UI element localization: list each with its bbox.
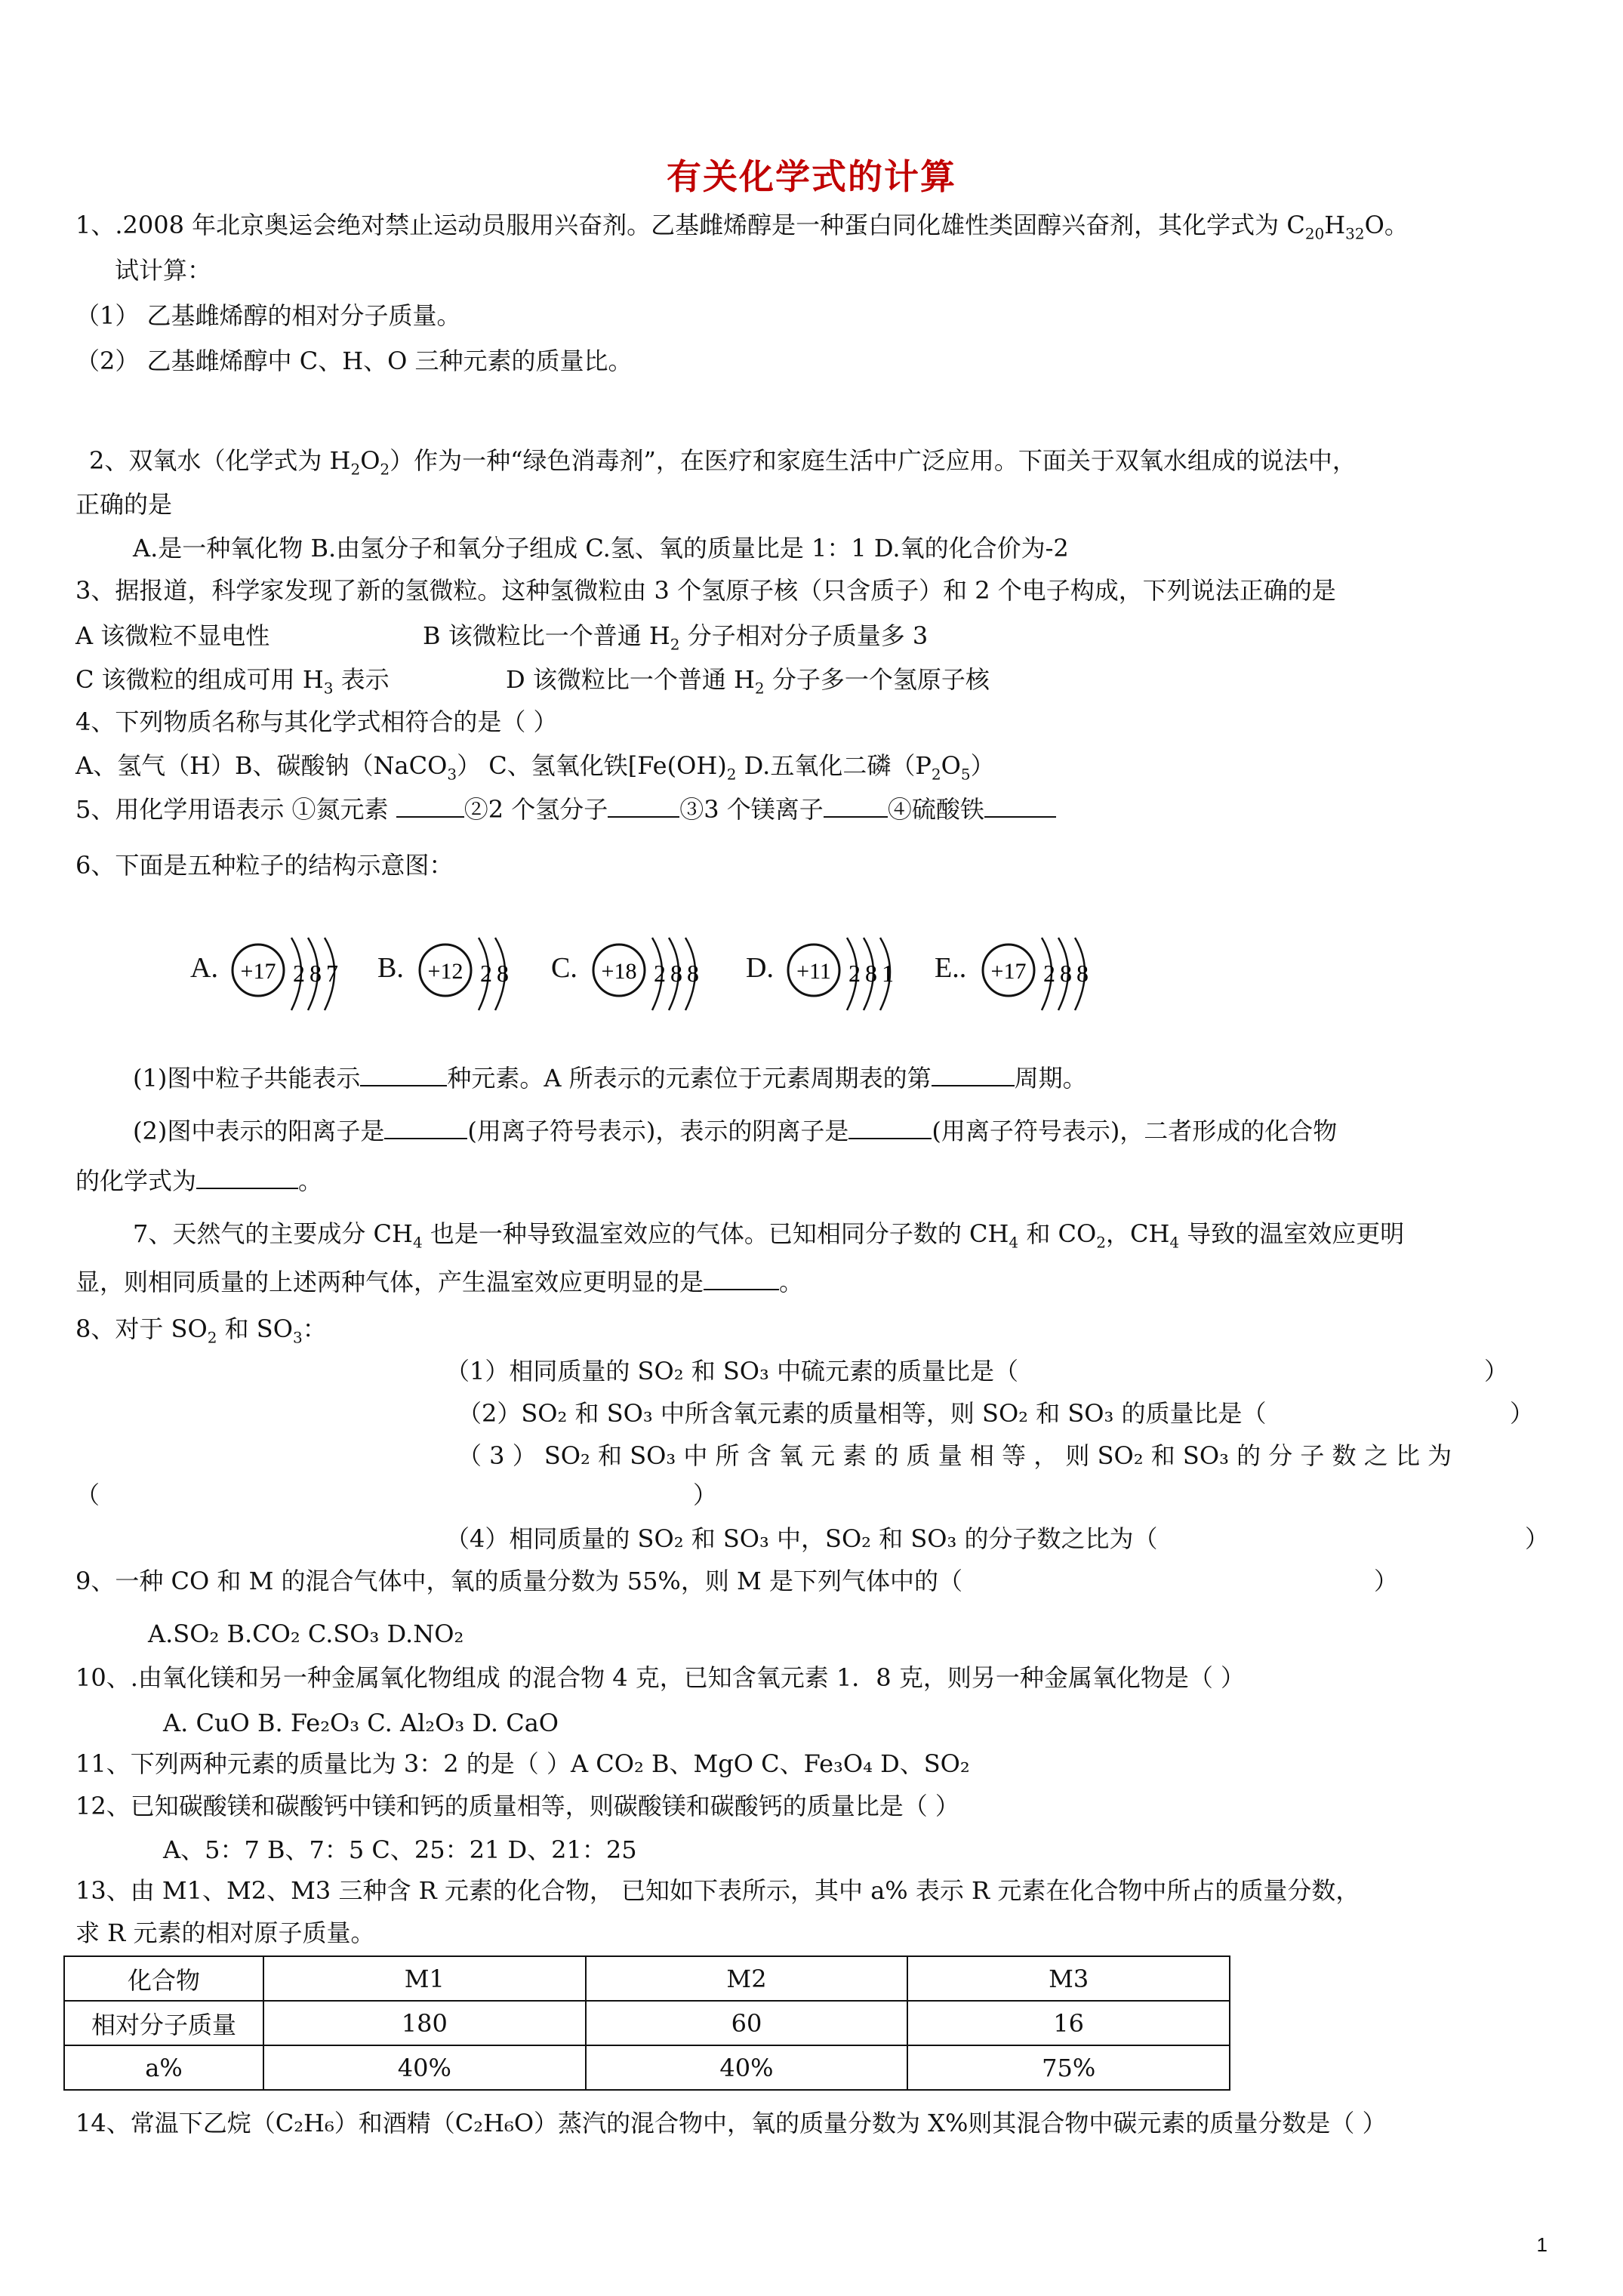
shell-electron-count: 8 xyxy=(1060,960,1072,987)
page-title: 有关化学式的计算 xyxy=(667,156,956,197)
table-cell: 75% xyxy=(907,2045,1230,2090)
blank[interactable] xyxy=(196,1166,298,1189)
atom-label: E.. xyxy=(935,952,967,984)
atom-label: B. xyxy=(377,952,404,984)
q8-part1-close: ） xyxy=(1484,1357,1509,1385)
bohr-model xyxy=(587,929,738,1034)
q14-line1: 14、常温下乙烷（C₂H₆）和酒精（C₂H₆O）蒸汽的混合物中，氧的质量分数为 X%则其混合物中碳元素的质量分数是（ ） xyxy=(75,2109,1387,2137)
atom-label: C. xyxy=(551,952,577,984)
bohr-model xyxy=(782,929,933,1034)
q8-part2: （2）SO₂ 和 SO₃ 中所含氧元素的质量相等，则 SO₂ 和 SO₃ 的质量比是（ xyxy=(457,1399,1267,1428)
compound-table xyxy=(63,1955,1230,2091)
shell-electron-count: 2 xyxy=(480,960,492,987)
q4-line1: 4、下列物质名称与其化学式相符合的是（ ） xyxy=(75,707,558,736)
nucleus-charge: +11 xyxy=(796,959,831,984)
table-row xyxy=(64,2001,1230,2045)
blank[interactable] xyxy=(704,1268,779,1290)
q8-part4-close: ） xyxy=(1525,1524,1550,1553)
shell-electron-count: 1 xyxy=(882,960,894,987)
bohr-model xyxy=(414,929,565,1034)
q2-options: A.是一种氧化物 B.由氢分子和氧分子组成 C.氢、氧的质量比是 1：1 D.氧的化合价为-2 xyxy=(133,534,1069,562)
q13-line1: 13、由 M1、M2、M3 三种含 R 元素的化合物， 已知如下表所示，其中 a% 表示 R 元素在化合物中所占的质量分数， xyxy=(75,1876,1360,1905)
nucleus-charge: +17 xyxy=(990,959,1027,984)
q10-options: A. CuO B. Fe₂O₃ C. Al₂O₃ D. CaO xyxy=(163,1709,559,1737)
q9-options: A.SO₂ B.CO₂ C.SO₃ D.NO₂ xyxy=(148,1620,464,1648)
blank[interactable] xyxy=(608,795,679,818)
q7-line2: 显，则相同质量的上述两种气体，产生温室效应更明显的是 。 xyxy=(75,1268,804,1296)
blank[interactable] xyxy=(360,1064,447,1086)
table-cell: 60 xyxy=(586,2001,908,2045)
shell-electron-count: 2 xyxy=(654,960,666,987)
shell-electron-count: 8 xyxy=(865,960,877,987)
q1-line1: 1、.2008 年北京奥运会绝对禁止运动员服用兴奋剂。乙基雌烯醇是一种蛋白同化雄性类固醇兴奋剂，其化学式为 $C_{20}H_{32}O$。 xyxy=(75,211,1409,243)
q3-option-c: C 该微粒的组成可用 $H_3$ 表示 xyxy=(75,665,390,698)
atom-label: A. xyxy=(190,952,218,984)
table-cell: 40% xyxy=(586,2045,908,2090)
q8-part3: （ 3 ） SO₂ 和 SO₃ 中 所 含 氧 元 素 的 质 量 相 等 ， 则 SO₂ 和 SO₃ 的 分 子 数 之 比 为 xyxy=(457,1441,1452,1470)
shell-electron-count: 8 xyxy=(497,960,509,987)
bohr-model xyxy=(226,929,377,1034)
shell-electron-count: 8 xyxy=(687,960,699,987)
q5-line: 5、用化学用语表示 ①氮元素 ②2 个氢分子 ③3 个镁离子 ④硫酸铁 xyxy=(75,794,1056,824)
shell-electron-count: 2 xyxy=(293,960,305,987)
q6-part1: (1)图中粒子共能表示 种元素。A 所表示的元素位于元素周期表的第 周期。 xyxy=(133,1064,1087,1093)
table-cell: 40% xyxy=(263,2045,586,2090)
q12-line1: 12、已知碳酸镁和碳酸钙中镁和钙的质量相等，则碳酸镁和碳酸钙的质量比是（ ） xyxy=(75,1792,959,1820)
table-cell: a% xyxy=(64,2045,263,2090)
q2-line2: 正确的是 xyxy=(75,490,173,519)
q12-options: A、5：7 B、7：5 C、25：21 D、21：25 xyxy=(163,1835,637,1864)
q1-line2: 试计算： xyxy=(115,256,212,285)
blank[interactable] xyxy=(396,795,464,818)
q8-part1: （1）相同质量的 SO₂ 和 SO₃ 中硫元素的质量比是（ xyxy=(445,1357,1019,1385)
shell-electron-count: 2 xyxy=(1043,960,1055,987)
bohr-model xyxy=(977,929,1128,1034)
page-number: 1 xyxy=(1536,2233,1548,2256)
q9-close: ） xyxy=(1374,1567,1399,1595)
shell-electron-count: 7 xyxy=(326,960,338,987)
table-header-cell: M1 xyxy=(263,1956,586,2001)
q3-option-b: B 该微粒比一个普通 $H_2$ 分子相对分子质量多 3 xyxy=(423,621,929,654)
q8-part4: （4）相同质量的 SO₂ 和 SO₃ 中，SO₂ 和 SO₃ 的分子数之比为（ xyxy=(445,1524,1158,1553)
table-header-cell: M2 xyxy=(586,1956,908,2001)
blank[interactable] xyxy=(824,795,888,818)
q6-part2: (2)图中表示的阳离子是 (用离子符号表示)，表示的阴离子是 (用离子符号表示)，二者形成的化合物 xyxy=(133,1117,1338,1145)
table-cell: 16 xyxy=(907,2001,1230,2045)
q10-line1: 10、.由氧化镁和另一种金属氧化物组成 的混合物 4 克，已知含氧元素 1．8 克，则另一种金属氧化物是（ ） xyxy=(75,1663,1246,1692)
blank[interactable] xyxy=(932,1064,1015,1086)
table-header-row xyxy=(64,1956,1230,2001)
nucleus-charge: +18 xyxy=(601,959,637,984)
q3-option-d: D 该微粒比一个普通 $H_2$ 分子多一个氢原子核 xyxy=(506,665,990,698)
q9-line1: 9、一种 CO 和 M 的混合气体中，氧的质量分数为 55%，则 M 是下列气体中的（ xyxy=(75,1567,962,1595)
q2-line1: 2、双氧水（化学式为 $H_2O_2$）作为一种“绿色消毒剂”，在医疗和家庭生活中广泛应用。下面关于双氧水组成的说法中， xyxy=(89,446,1357,479)
blank[interactable] xyxy=(384,1117,467,1139)
blank[interactable] xyxy=(848,1117,932,1139)
table-row xyxy=(64,2045,1230,2090)
table-header-cell: M3 xyxy=(907,1956,1230,2001)
shell-electron-count: 2 xyxy=(848,960,861,987)
table-cell: 相对分子质量 xyxy=(64,2001,263,2045)
nucleus-charge: +12 xyxy=(427,959,463,984)
q8-part3-open: （ xyxy=(75,1481,100,1509)
q8-part3-close: ） xyxy=(693,1481,718,1509)
q3-line1: 3、据报道，科学家发现了新的氢微粒。这种氢微粒由 3 个氢原子核（只含质子）和 2 个电子构成，下列说法正确的是 xyxy=(75,576,1336,605)
q8-line1: 8、对于 $SO_2$ 和 $SO_3$： xyxy=(75,1314,327,1347)
q4-options: A、氢气（H）B、碳酸钠（NaCO$_3$） C、氢氧化铁[$Fe(OH)_2$ D.五氧化二磷$(P_2O_5)$ xyxy=(75,751,995,784)
q8-part2-close: ） xyxy=(1510,1399,1535,1428)
q6-part3: 的化学式为 。 xyxy=(75,1166,323,1195)
nucleus-charge: +17 xyxy=(240,959,276,984)
blank[interactable] xyxy=(984,795,1056,818)
q11-line1: 11、下列两种元素的质量比为 3：2 的是（ ）A CO₂ B、MgO C、Fe₃O₄ D、SO₂ xyxy=(75,1749,970,1778)
shell-electron-count: 8 xyxy=(1076,960,1089,987)
q7-line1: 7、天然气的主要成分 $CH_4$ 也是一种导致温室效应的气体。已知相同分子数的 $CH_4$ 和 $CO_2$，$CH_4$ 导致的温室效应更明 xyxy=(133,1219,1405,1252)
shell-electron-count: 8 xyxy=(310,960,322,987)
q1-part1: （1） 乙基雌烯醇的相对分子质量。 xyxy=(75,301,461,330)
table-cell: 180 xyxy=(263,2001,586,2045)
q13-line2: 求 R 元素的相对原子质量。 xyxy=(75,1918,375,1947)
q1-part2: （2） 乙基雌烯醇中 C、H、O 三种元素的质量比。 xyxy=(75,347,633,375)
table-header-cell: 化合物 xyxy=(64,1956,263,2001)
q6-line1: 6、下面是五种粒子的结构示意图： xyxy=(75,851,454,880)
q3-option-a: A 该微粒不显电性 xyxy=(75,621,270,650)
shell-electron-count: 8 xyxy=(670,960,682,987)
atom-label: D. xyxy=(746,952,774,984)
